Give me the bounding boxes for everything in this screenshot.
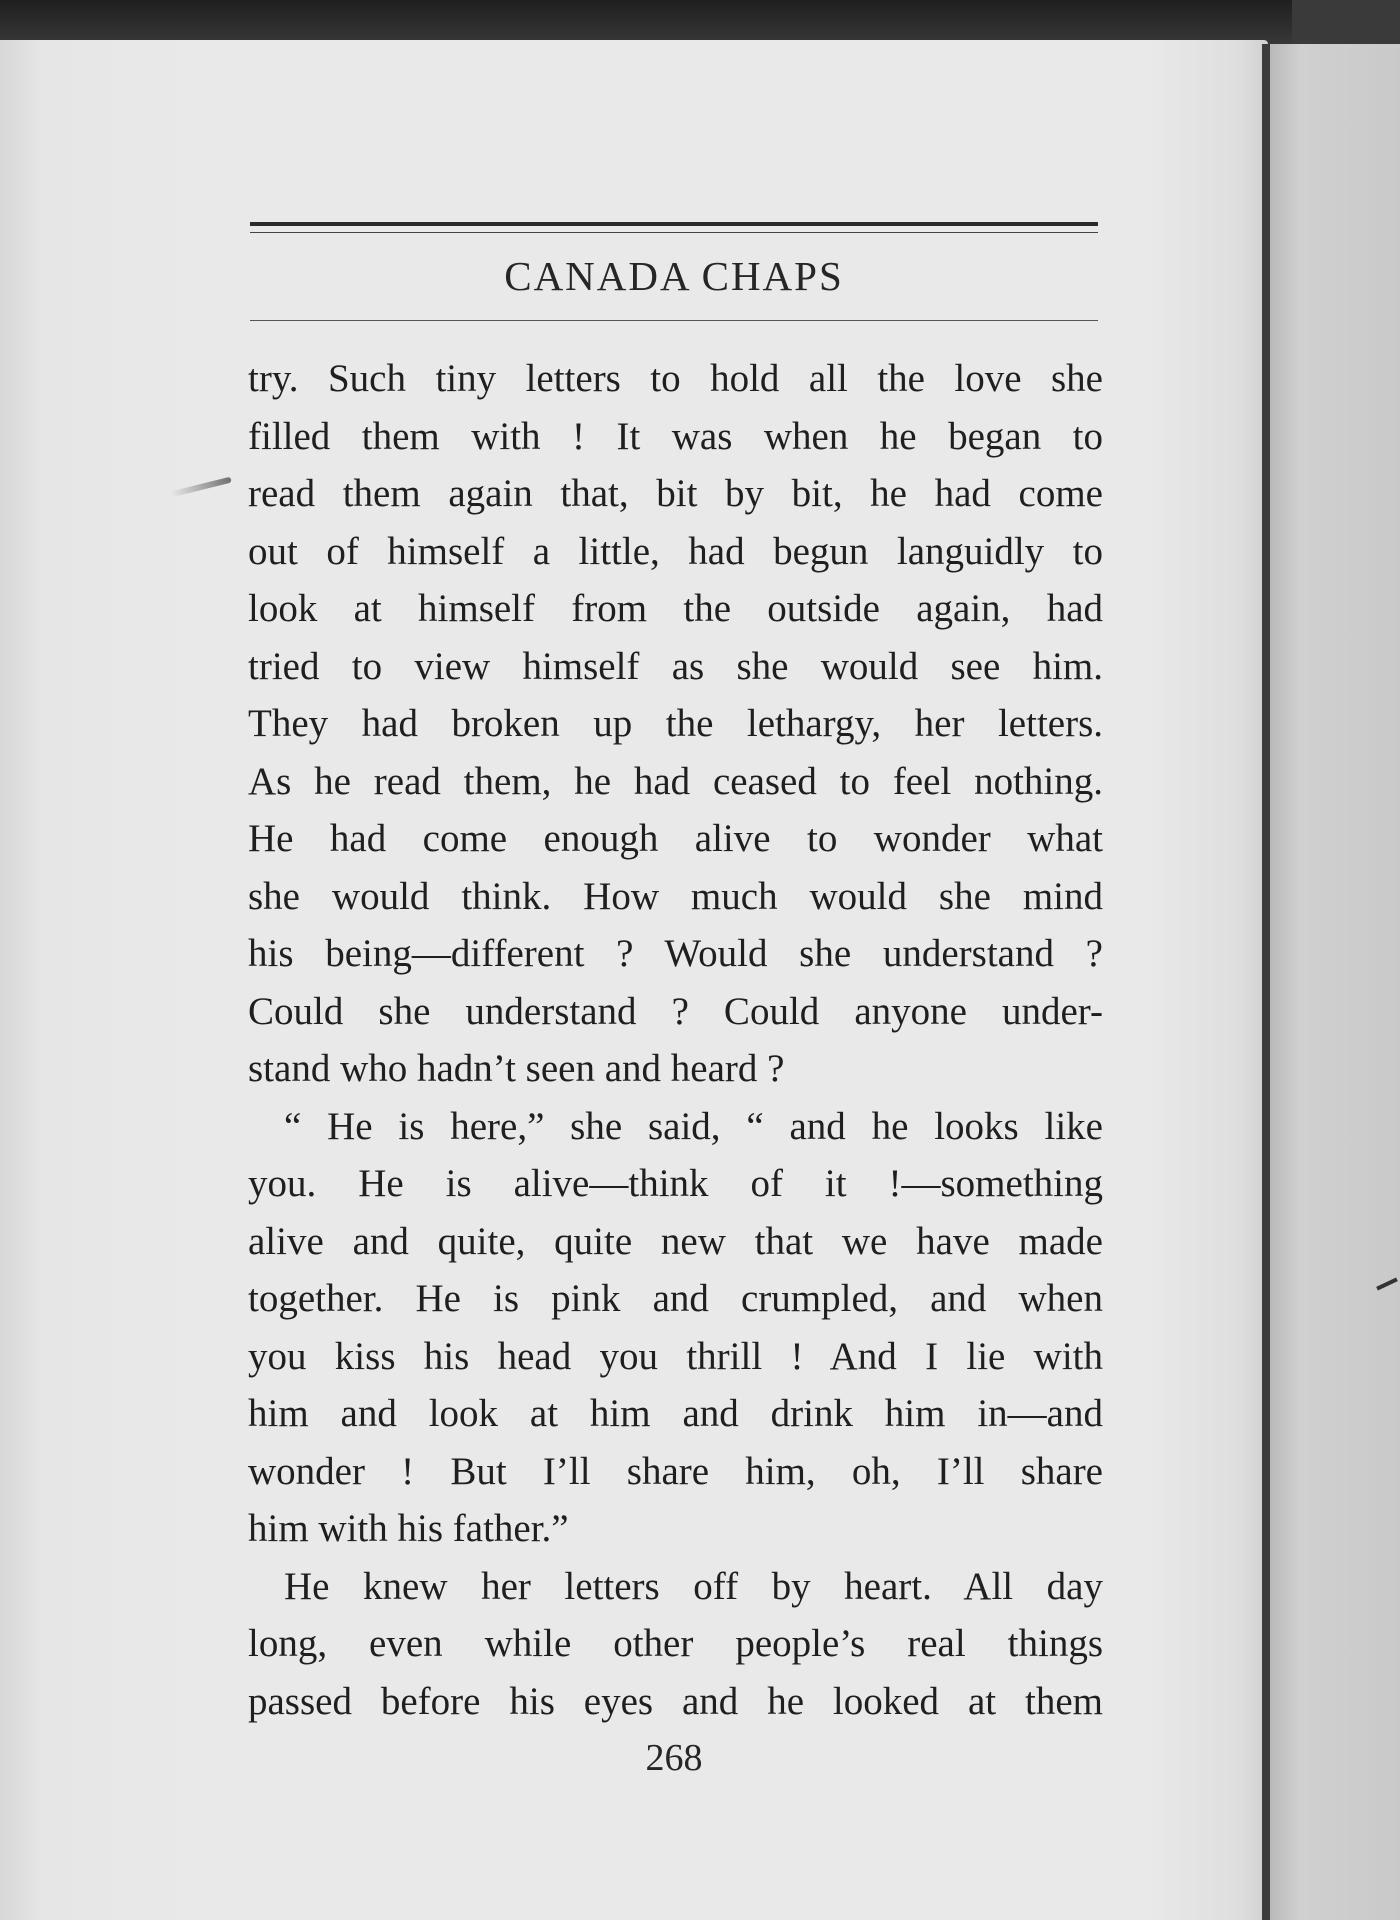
text-line: him and look at him and drink him in—and — [248, 1392, 1103, 1435]
running-head: CANADA CHAPS — [504, 253, 844, 299]
text-line: tried to view himself as she would see him. — [248, 644, 1103, 688]
text-line: passed before his eyes and he looked at them — [248, 1679, 1103, 1723]
header-rule-thick — [250, 222, 1098, 226]
text-line: together. He is pink and crumpled, and when — [248, 1277, 1103, 1320]
text-line-content: He knew her letters off by heart. All day — [284, 1564, 1103, 1608]
text-line: his being—different ? Would she understand ? — [248, 932, 1103, 975]
text-line: stand who hadn’t seen and heard ? — [248, 1047, 785, 1090]
text-line: try. Such tiny letters to hold all the love she — [248, 357, 1103, 400]
text-line: out of himself a little, had begun languidly to — [248, 529, 1103, 573]
text-line: him with his father.” — [248, 1507, 569, 1550]
text-line: He had come enough alive to wonder what — [248, 817, 1103, 860]
text-line-content: “ He is here,” she said, “ and he looks like — [284, 1104, 1103, 1148]
text-line: alive and quite, quite new that we have made — [248, 1219, 1103, 1263]
text-line — [248, 1558, 1103, 1616]
text-line: look at himself from the outside again, had — [248, 587, 1103, 630]
text-line: They had broken up the lethargy, her letters. — [248, 702, 1103, 745]
adjacent-page-edge — [1270, 44, 1400, 1920]
text-line: wonder ! But I’ll share him, oh, I’ll share — [248, 1449, 1103, 1493]
text-line — [248, 1098, 1103, 1156]
page-number: 268 — [645, 1737, 703, 1779]
text-line: long, even while other people’s real things — [248, 1622, 1103, 1665]
header-rule-thin — [250, 232, 1098, 233]
text-line: filled them with ! It was when he began to — [248, 414, 1103, 458]
text-line: read them again that, bit by bit, he had come — [248, 472, 1103, 515]
text-line: As he read them, he had ceased to feel nothing. — [248, 759, 1103, 803]
text-line: you kiss his head you thrill ! And I lie with — [248, 1334, 1103, 1378]
body-text — [248, 350, 1103, 1730]
page-gutter-shadow — [1262, 44, 1270, 1920]
text-line: Could she understand ? Could anyone under- — [248, 989, 1103, 1033]
header-rule-bottom — [250, 320, 1098, 321]
text-line: she would think. How much would she mind — [248, 874, 1103, 918]
text-line: you. He is alive—think of it !—something — [248, 1162, 1103, 1205]
